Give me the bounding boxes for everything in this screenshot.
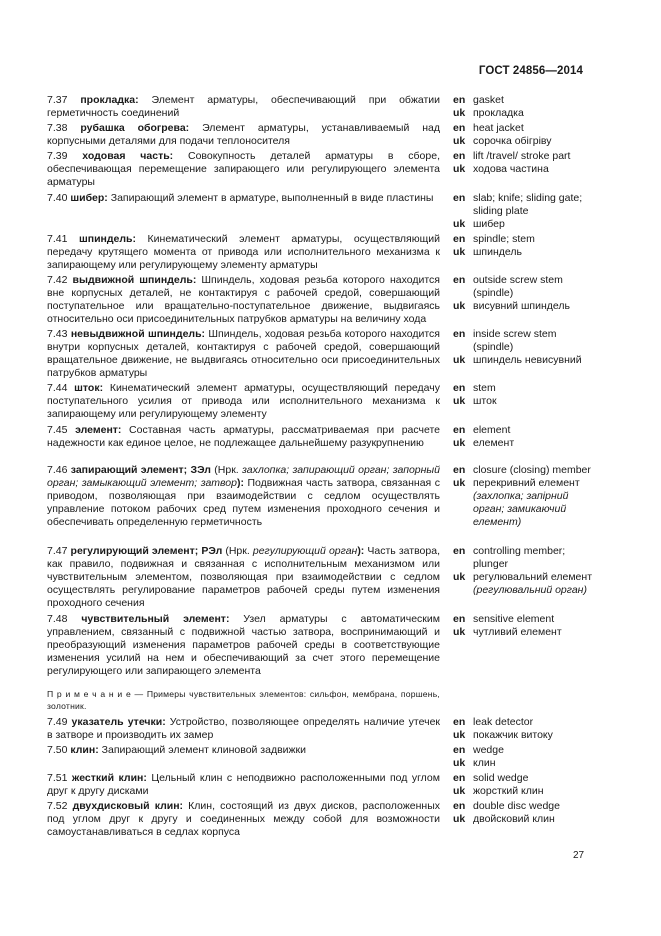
equivalent-term: slab; knife; sliding gate; sliding plate <box>473 192 583 217</box>
equivalent-italic: (регулювальний орган) <box>473 584 587 596</box>
equivalent-term: шибер <box>473 218 505 230</box>
equivalent-en <box>453 274 593 300</box>
entry-definition: Шпиндель, ходовая резьба которого находится внутри корпусных деталей, контактируя с рабочей средой, совершающий вращательное движение, не выдвигаясь относительно оси присоединительных патрубков арматуры <box>47 328 440 379</box>
equivalent-uk <box>453 163 593 176</box>
entry-definition: Запирающий элемент клиновой задвижки <box>98 744 307 756</box>
entry-term: ходовая часть: <box>82 150 174 162</box>
entry-number: 7.46 <box>47 464 71 476</box>
note <box>47 688 440 712</box>
lang-code: en <box>453 424 466 436</box>
entry-equivalents <box>453 122 593 148</box>
entry-7-51 <box>47 772 440 798</box>
entry-number: 7.37 <box>47 94 81 106</box>
entry-term: невыдвижной шпиндель: <box>70 328 206 340</box>
lang-code: en <box>453 744 466 756</box>
entry-number: 7.41 <box>47 233 79 245</box>
entry-number: 7.39 <box>47 150 83 162</box>
equivalent-uk <box>453 107 593 120</box>
equivalent-term: heat jacket <box>473 122 524 134</box>
equivalent-uk <box>453 757 593 770</box>
entry-7-39 <box>47 150 440 189</box>
lang-code: uk <box>453 437 466 449</box>
entry-number: 7.50 <box>47 744 71 756</box>
entry-equivalents <box>453 192 593 231</box>
equivalent-uk <box>453 246 593 259</box>
equivalent-en <box>453 382 593 395</box>
entry-note-open: (Нрк. <box>222 545 253 557</box>
entry-term: прокладка: <box>80 94 139 106</box>
entry-definition: Совокупность деталей арматуры в сборе, обеспечивающая перемещение запирающего или регулирующего элемента арматуры <box>47 150 440 188</box>
entry-7-41 <box>47 233 440 272</box>
entry-equivalents <box>453 150 593 176</box>
equivalent-uk <box>453 135 593 148</box>
entry-term: шток: <box>74 382 104 394</box>
note-label: П р и м е ч а н и е <box>47 689 131 699</box>
lang-code: uk <box>453 135 466 147</box>
equivalent-term: прокладка <box>473 107 524 119</box>
entry-7-37 <box>47 94 440 120</box>
entry-number: 7.45 <box>47 424 76 436</box>
entry-7-46 <box>47 464 440 529</box>
lang-code: uk <box>453 246 466 258</box>
equivalent-en <box>453 545 593 571</box>
entry-note-open: (Нрк. <box>210 464 243 476</box>
lang-code: uk <box>453 729 466 741</box>
equivalent-term: leak detector <box>473 716 534 728</box>
equivalent-en <box>453 613 593 626</box>
equivalent-en <box>453 94 593 107</box>
entry-7-48 <box>47 613 440 678</box>
lang-code: uk <box>453 477 466 489</box>
lang-code: en <box>453 192 466 204</box>
equivalent-uk <box>453 785 593 798</box>
lang-code: en <box>453 613 466 625</box>
equivalent-term: двойсковий клин <box>473 813 555 825</box>
equivalent-term: покажчик витоку <box>473 729 553 741</box>
lang-code: uk <box>453 571 466 583</box>
equivalent-en <box>453 772 593 785</box>
entry-7-45 <box>47 424 440 450</box>
entry-term: рубашка обогрева: <box>80 122 190 134</box>
equivalent-term: controlling member; plunger <box>473 545 566 570</box>
entry-equivalents <box>453 545 593 597</box>
equivalent-uk <box>453 813 593 826</box>
equivalent-term: шпиндель <box>473 246 522 258</box>
entry-definition: Кинематический элемент арматуры, осуществляющий передачу поступательного усилия от привода или исполнительного механизма к запирающему или регулирующему элементу <box>47 382 440 420</box>
entry-number: 7.51 <box>47 772 72 784</box>
equivalent-en <box>453 150 593 163</box>
document-header: ГОСТ 24856—2014 <box>478 65 583 77</box>
entry-number: 7.47 <box>47 545 71 557</box>
lang-code: en <box>453 328 466 340</box>
entry-equivalents <box>453 772 593 798</box>
lang-code: uk <box>453 107 466 119</box>
lang-code: en <box>453 122 466 134</box>
equivalent-term: шток <box>473 395 497 407</box>
equivalent-term: outside screw stem (spindle) <box>473 274 563 299</box>
entry-7-42 <box>47 274 440 326</box>
entry-7-38 <box>47 122 440 148</box>
lang-code: uk <box>453 757 466 769</box>
equivalent-en <box>453 233 593 246</box>
entry-7-43 <box>47 328 440 380</box>
equivalent-term: element <box>473 424 511 436</box>
entry-equivalents <box>453 800 593 826</box>
equivalent-italic: (захлопка; запірний орган; замикаючий елемент) <box>473 490 569 528</box>
entry-number: 7.38 <box>47 122 81 134</box>
equivalent-en <box>453 328 593 354</box>
lang-code: uk <box>453 218 466 230</box>
entry-7-52 <box>47 800 440 839</box>
equivalent-term: solid wedge <box>473 772 529 784</box>
equivalent-uk <box>453 477 593 529</box>
equivalent-term: wedge <box>473 744 504 756</box>
lang-code: en <box>453 94 466 106</box>
lang-code: en <box>453 150 466 162</box>
entry-number: 7.44 <box>47 382 75 394</box>
entry-number: 7.49 <box>47 716 72 728</box>
entry-equivalents <box>453 716 593 742</box>
entry-equivalents <box>453 274 593 313</box>
entry-7-49 <box>47 716 440 742</box>
equivalent-term: регулювальний елемент (регулювальний орган) <box>473 571 592 596</box>
equivalent-en <box>453 424 593 437</box>
entry-definition: Подвижная часть затвора, связанная с приводом, позволяющая при взаимодействии с седлом осуществлять управление потоком рабочих сред путем изменения проходного сечения и обеспечивать определенную герметичность <box>47 477 440 528</box>
entry-term: шибер: <box>70 192 108 204</box>
entry-definition: Шпиндель, ходовая резьба которого находится вне корпусных деталей, не контактируя с рабочей средой, совершающий поступательное или вращательно-поступательное движение, выдвигаясь относительно оси присоединительных патрубков арматуры на величину хода <box>47 274 440 325</box>
lang-code: uk <box>453 626 466 638</box>
entry-number: 7.48 <box>47 613 82 625</box>
equivalent-term: sensitive element <box>473 613 555 625</box>
entry-term: регулирующий элемент; РЭл <box>70 545 223 557</box>
entry-definition: Клин, состоящий из двух дисков, расположенных под углом друг к другу и соединенных между собой для возможности самоустанавливаться в седлах корпуса <box>47 800 441 838</box>
entry-7-44 <box>47 382 440 421</box>
equivalent-term: клин <box>473 757 496 769</box>
equivalent-term: inside screw stem (spindle) <box>473 328 557 353</box>
equivalent-uk <box>453 571 593 597</box>
entry-definition: Цельный клин с неподвижно расположенными под углом друг к другу дисками <box>47 772 440 797</box>
lang-code: uk <box>453 785 466 797</box>
equivalent-term: gasket <box>473 94 504 106</box>
lang-code: en <box>453 772 466 784</box>
equivalent-uk <box>453 626 593 639</box>
page-number: 27 <box>573 850 585 861</box>
equivalent-term: lift /travel/ stroke part <box>473 150 571 162</box>
equivalent-en <box>453 122 593 135</box>
equivalent-term: жорсткий клин <box>473 785 544 797</box>
equivalent-term: сорочка обігріву <box>473 135 552 147</box>
equivalent-uk <box>453 729 593 742</box>
entry-term: выдвижной шпиндель: <box>72 274 197 286</box>
equivalent-uk <box>453 354 593 367</box>
equivalent-term: spindle; stem <box>473 233 535 245</box>
entry-term: шпиндель: <box>78 233 137 245</box>
equivalent-term: елемент <box>473 437 515 449</box>
entry-deprecated: регулирующий орган <box>252 545 358 557</box>
equivalent-uk <box>453 300 593 313</box>
lang-code: en <box>453 233 466 245</box>
equivalent-en <box>453 464 593 477</box>
entry-equivalents <box>453 424 593 450</box>
equivalent-en <box>453 744 593 757</box>
entry-definition: Узел арматуры с автоматическим управлением, связанный с подвижной частью затвора, воспринимающий и преобразующий изменения параметров рабочей среды в соответствующие изменения усилий на нем и обеспечивающий за счет этого перемещение регулирующего или запирающего элемента <box>47 613 440 677</box>
entry-deprecated: захлопка; запирающий орган; запорный орган; замыкающий элемент; затвор <box>47 464 440 489</box>
entry-equivalents <box>453 744 593 770</box>
equivalent-uk <box>453 218 593 231</box>
entry-term: указатель утечки: <box>71 716 166 728</box>
equivalent-uk <box>453 395 593 408</box>
entry-term: чувствительный элемент: <box>81 613 230 625</box>
entry-number: 7.52 <box>47 800 73 812</box>
entry-note-close: ): <box>236 477 244 489</box>
entry-definition: Запирающий элемент в арматуре, выполненный в виде пластины <box>107 192 434 204</box>
entry-number: 7.42 <box>47 274 73 286</box>
equivalent-uk <box>453 437 593 450</box>
entry-7-50 <box>47 744 440 757</box>
entry-number: 7.43 <box>47 328 71 340</box>
entry-term: жесткий клин: <box>71 772 147 784</box>
lang-code: en <box>453 464 466 476</box>
entry-term: клин: <box>70 744 99 756</box>
lang-code: uk <box>453 300 466 312</box>
equivalent-term: double disc wedge <box>473 800 560 812</box>
lang-code: uk <box>453 163 466 175</box>
entry-equivalents <box>453 233 593 259</box>
equivalent-en <box>453 192 593 218</box>
entry-equivalents <box>453 613 593 639</box>
entry-equivalents <box>453 94 593 120</box>
lang-code: uk <box>453 813 466 825</box>
lang-code: en <box>453 382 466 394</box>
entry-definition: Составная часть арматуры, рассматриваемая при расчете надежности как единое целое, не подлежащее дальнейшему разукрупнению <box>47 424 441 449</box>
equivalent-term: чутливий елемент <box>473 626 562 638</box>
equivalent-en <box>453 716 593 729</box>
entry-equivalents <box>453 328 593 367</box>
entry-equivalents <box>453 464 593 529</box>
entry-definition: Устройство, позволяющее определять наличие утечек в затворе и производить их замер <box>47 716 440 741</box>
entry-number: 7.40 <box>47 192 71 204</box>
note-text: — Примеры чувствительных элементов: сильфон, мембрана, поршень, золотник. <box>47 689 440 711</box>
entry-definition: Кинематический элемент арматуры, осуществляющий передачу крутящего момента от привода или исполнительного механизма к запирающему или регулирующему элементу арматуры <box>47 233 440 271</box>
lang-code: en <box>453 800 466 812</box>
entry-term: двухдисковый клин: <box>72 800 184 812</box>
equivalent-term: шпиндель невисувний <box>473 354 582 366</box>
equivalent-term: stem <box>473 382 496 394</box>
entry-note-close: ): <box>357 545 365 557</box>
entry-7-40 <box>47 192 440 205</box>
equivalent-en <box>453 800 593 813</box>
lang-code: uk <box>453 354 466 366</box>
entry-term: элемент: <box>75 424 122 436</box>
entry-definition: Элемент арматуры, устанавливаемый над корпусными деталями для подачи теплоносителя <box>47 122 441 147</box>
lang-code: en <box>453 274 466 286</box>
equivalent-term: closure (closing) member <box>473 464 591 476</box>
entry-definition: Элемент арматуры, обеспечивающий при обжатии герметичность соединений <box>47 94 440 119</box>
entry-equivalents <box>453 382 593 408</box>
lang-code: en <box>453 545 466 557</box>
equivalent-term: висувний шпиндель <box>473 300 570 312</box>
entry-7-47 <box>47 545 440 610</box>
equivalent-term: ходова частина <box>473 163 549 175</box>
entry-definition: Часть затвора, как правило, подвижная и связанная с исполнительным механизмом или чувствительным элементом, позволяющая при взаимодействии с седлом осуществлять регулирование параметров рабочей среды путем изменения проходного сечения <box>47 545 440 609</box>
lang-code: en <box>453 716 466 728</box>
equivalent-term: перекривний елемент (захлопка; запірний орган; замикаючий елемент) <box>473 477 580 528</box>
entry-term: запирающий элемент; ЗЭл <box>70 464 211 476</box>
lang-code: uk <box>453 395 466 407</box>
